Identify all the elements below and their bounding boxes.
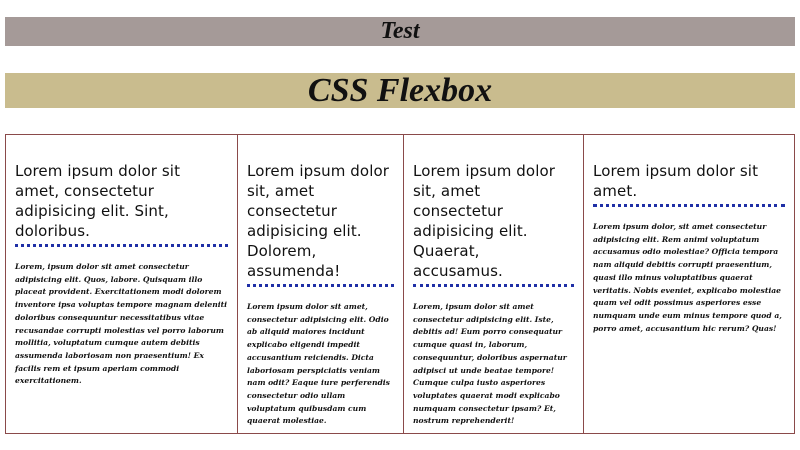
test-title: Test [380, 18, 420, 44]
card-2 [238, 134, 404, 434]
card-body: Lorem, ipsum dolor sit amet consectetur adipisicing elit. Quos, labore. Quisquam illo placeat provident. Exercitationem modi dolorem inventore ipsa voluptas tempore magnam deleniti doloribus consequuntur necessitatibus vitae recusandae corrupti molestias vel porro laborum mollitia, voluptatum cumque autem debitis assumenda laboriosam non praesentium! Ex facilis rem et ipsum aperiam commodi exercitationem. [15, 262, 228, 386]
test-banner [5, 17, 795, 46]
card-heading: Lorem ipsum dolor sit, amet consectetur adipisicing elit. Quaerat, accusamus. [413, 161, 574, 287]
card-heading: Lorem ipsum dolor sit amet. [593, 161, 785, 207]
card-1 [5, 134, 238, 434]
card-body: Lorem ipsum dolor, sit amet consectetur adipisicing elit. Rem animi voluptatum accusamus odio molestiae? Officia tempora nam aliquid debitis corrupti praesentium, quasi illo minus voluptatibus quaerat veritatis. Nobis eveniet, explicabo molestiae quam vel odit possimus asperiores esse numquam unde eum minus tempore quod a, porro amet, accusantium hic rerum? Quas! [593, 222, 782, 333]
card-4 [584, 134, 795, 434]
card-body: Lorem ipsum dolor sit amet, consectetur adipisicing elit. Odio ab aliquid maiores incidunt explicabo eligendi impedit accusantium reiciendis. Dicta laboriosam perspiciatis veniam nam odit? Eaque iure perferendis consectetur odio ullam voluptatum quibusdam cum quaerat molestiae. [247, 302, 390, 426]
card-3 [404, 134, 584, 434]
card-heading: Lorem ipsum dolor sit amet, consectetur adipisicing elit. Sint, doloribus. [15, 161, 228, 247]
flex-container [5, 134, 795, 434]
card-heading: Lorem ipsum dolor sit, amet consectetur adipisicing elit. Dolorem, assumenda! [247, 161, 394, 287]
title-banner [5, 73, 795, 108]
page-title: CSS Flexbox [307, 72, 493, 109]
card-body: Lorem, ipsum dolor sit amet consectetur adipisicing elit. Iste, debitis ad! Eum porro consequatur cumque quasi in, laborum, consequuntur, doloribus aspernatur adipisci ut unde beatae tempore! Cumque culpa iusto asperiores voluptates quaerat modi explicabo numquam consectetur ipsam? Et, nostrum reprehenderit! [413, 302, 567, 426]
